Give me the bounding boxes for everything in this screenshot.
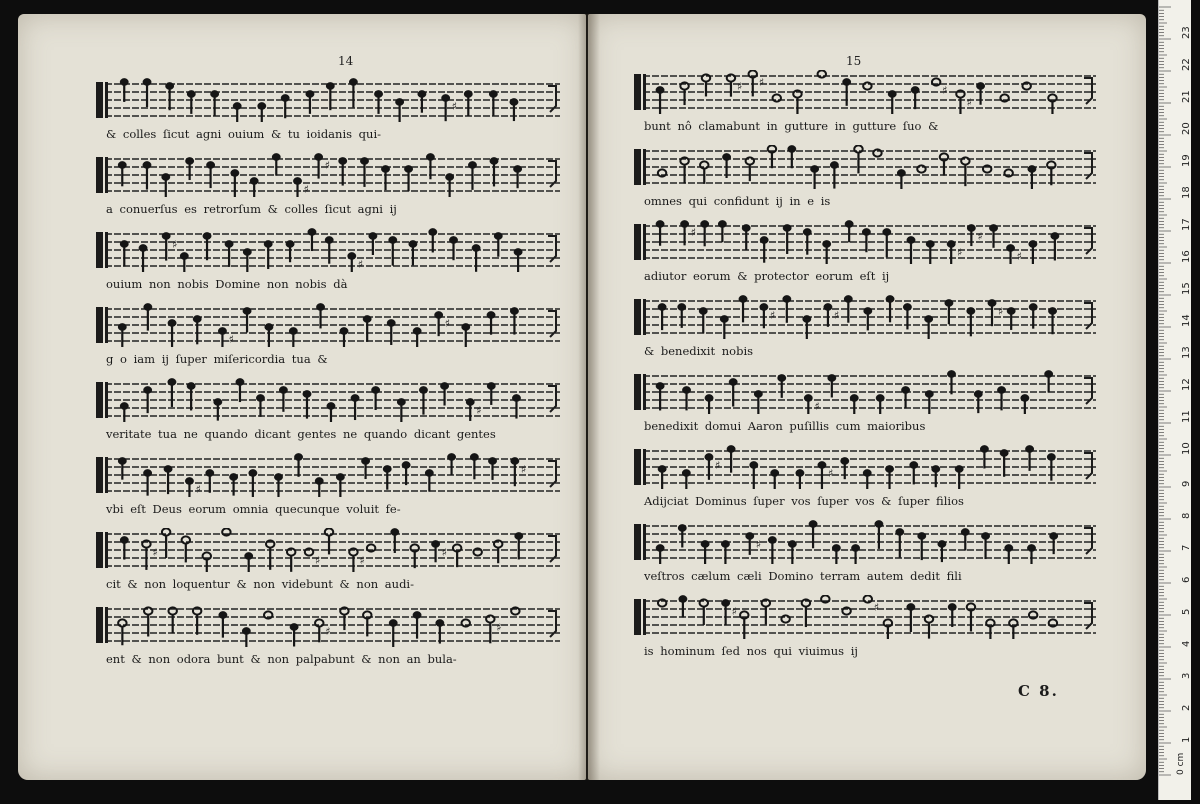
music-staff: [634, 70, 1096, 114]
svg-text:♯: ♯: [357, 258, 364, 271]
svg-text:♯: ♯: [827, 467, 834, 480]
lyric-line: adiutor eorum & protector eorum eſt ij: [644, 269, 890, 283]
lyric-line: bunt nô clamabunt in gutture in gutture ſuo &: [644, 119, 939, 133]
lyric-line: cit & non loquentur & non videbunt & non audi-: [106, 577, 414, 591]
ruler-tick-label: 3: [1181, 672, 1191, 679]
music-staff: [634, 595, 1096, 639]
music-system: [634, 145, 1096, 219]
ruler-tick-label: 15: [1181, 282, 1191, 295]
ruler-tick-label: 1: [1181, 736, 1191, 743]
ruler-tick-label: 13: [1181, 346, 1191, 359]
music-system: [96, 378, 560, 452]
music-staff: [634, 520, 1096, 564]
ruler-tick-label: 14: [1181, 314, 1191, 327]
music-system: [96, 453, 560, 527]
music-staff: [634, 220, 1096, 264]
ruler-tick-label: 17: [1181, 218, 1191, 231]
lyric-line: is hominum ſed nos qui viuimus ij: [644, 644, 858, 658]
music-system: [96, 303, 560, 377]
svg-text:♯: ♯: [714, 459, 721, 472]
svg-text:♯: ♯: [359, 554, 365, 567]
svg-text:♯: ♯: [441, 546, 447, 559]
music-system: [634, 295, 1096, 369]
svg-text:♯: ♯: [444, 317, 450, 330]
ruler-tick-label: 5: [1181, 608, 1191, 615]
left-page: [18, 14, 586, 780]
lyric-line: vbi eſt Deus eorum omnia quecunque voluit fe-: [106, 502, 401, 516]
svg-text:♯: ♯: [957, 246, 963, 259]
lyric-line: veritate tua ne quando dicant gentes ne quando dicant gentes: [106, 427, 496, 441]
page-number: 15: [846, 54, 862, 68]
ruler-unit-label: 0 cm: [1176, 752, 1186, 775]
ruler-tick-label: 8: [1181, 512, 1191, 519]
lyric-line: & benedixit nobis: [644, 344, 754, 358]
svg-text:♯: ♯: [476, 404, 482, 417]
ruler-tick-label: 20: [1181, 122, 1191, 135]
music-staff: [96, 228, 560, 272]
svg-text:♯: ♯: [152, 546, 158, 559]
ruler-tick-label: 11: [1181, 410, 1191, 423]
music-staff: [96, 153, 560, 197]
music-system: [96, 228, 560, 302]
svg-text:♯: ♯: [736, 80, 743, 93]
ruler-tick-label: 23: [1181, 26, 1191, 39]
music-system: [634, 520, 1096, 594]
ruler-tick-label: 7: [1181, 544, 1191, 551]
music-staff: [96, 528, 560, 572]
lyric-line: omnes qui confidunt ij in e is: [644, 194, 831, 208]
music-staff: [96, 78, 560, 122]
book-gutter: [578, 14, 600, 780]
ruler-scale: [1159, 0, 1191, 800]
svg-text:♯: ♯: [303, 183, 309, 196]
measuring-ruler: [1158, 0, 1191, 800]
svg-text:♯: ♯: [325, 625, 331, 638]
ruler-tick-label: 4: [1181, 640, 1191, 647]
lyric-line: veſtros cælum cæli Domino terram autem dedit fili: [644, 569, 962, 583]
ruler-tick-label: 16: [1181, 250, 1191, 263]
music-staff: [634, 145, 1096, 189]
svg-text:♯: ♯: [873, 601, 880, 614]
ruler-tick-label: 10: [1181, 442, 1191, 455]
signature-mark: C 8.: [1018, 682, 1059, 700]
svg-text:♯: ♯: [172, 238, 178, 251]
svg-text:♯: ♯: [942, 84, 948, 97]
svg-text:♯: ♯: [731, 605, 737, 618]
svg-text:♯: ♯: [496, 621, 502, 634]
svg-text:♯: ♯: [1016, 250, 1022, 263]
open-book: [18, 14, 1146, 784]
music-staff: [634, 370, 1096, 414]
ruler-tick-label: 19: [1181, 154, 1191, 167]
svg-text:♯: ♯: [315, 554, 321, 567]
svg-text:♯: ♯: [814, 400, 820, 413]
lyric-line: ouium non nobis Domine non nobis dà: [106, 277, 348, 291]
music-staff: [96, 603, 560, 647]
svg-text:♯: ♯: [690, 226, 696, 239]
music-system: [634, 595, 1096, 669]
music-system: [96, 153, 560, 227]
music-system: [96, 603, 560, 677]
svg-text:♯: ♯: [520, 463, 527, 476]
music-staff: [96, 453, 560, 497]
lyric-line: Adijciat Dominus ſuper vos ſuper vos & ſuper filios: [644, 494, 964, 508]
right-page: [588, 14, 1146, 780]
svg-text:♯: ♯: [451, 100, 457, 113]
svg-text:♯: ♯: [758, 76, 765, 89]
ruler-tick-label: 18: [1181, 186, 1191, 199]
svg-text:♯: ♯: [195, 483, 201, 496]
lyric-line: a conuerſus es retrorſum & colles ſicut agni ij: [106, 202, 397, 216]
ruler-tick-label: 22: [1181, 58, 1191, 71]
svg-text:♯: ♯: [833, 309, 840, 322]
ruler-tick-label: 6: [1181, 576, 1191, 583]
svg-text:♯: ♯: [966, 96, 972, 109]
svg-text:♯: ♯: [977, 230, 983, 243]
lyric-line: g o iam ij ſuper miſericordia tua &: [106, 352, 328, 366]
ruler-tick-label: 21: [1181, 90, 1191, 103]
music-staff: [634, 445, 1096, 489]
music-system: [634, 220, 1096, 294]
music-staff: [96, 303, 560, 347]
music-system: [96, 78, 560, 152]
music-system: [96, 528, 560, 602]
ruler-tick-label: 2: [1181, 704, 1191, 711]
svg-text:♯: ♯: [769, 309, 776, 322]
lyric-line: benedixit domui Aaron puſillis cum maioribus: [644, 419, 926, 433]
music-system: [634, 445, 1096, 519]
ruler-tick-label: 12: [1181, 378, 1191, 391]
svg-text:♯: ♯: [755, 538, 762, 551]
music-system: [634, 370, 1096, 444]
svg-text:♯: ♯: [998, 305, 1004, 318]
music-staff: [634, 295, 1096, 339]
svg-text:♯: ♯: [228, 333, 234, 346]
music-system: [634, 70, 1096, 144]
svg-text:♯: ♯: [324, 159, 330, 172]
music-staff: [96, 378, 560, 422]
ruler-tick-label: 9: [1181, 480, 1191, 487]
page-number: 14: [338, 54, 354, 68]
lyric-line: ent & non odora bunt & non palpabunt & non an bula-: [106, 652, 457, 666]
lyric-line: & colles ſicut agni ouium & tu ioidanis qui-: [106, 127, 382, 141]
